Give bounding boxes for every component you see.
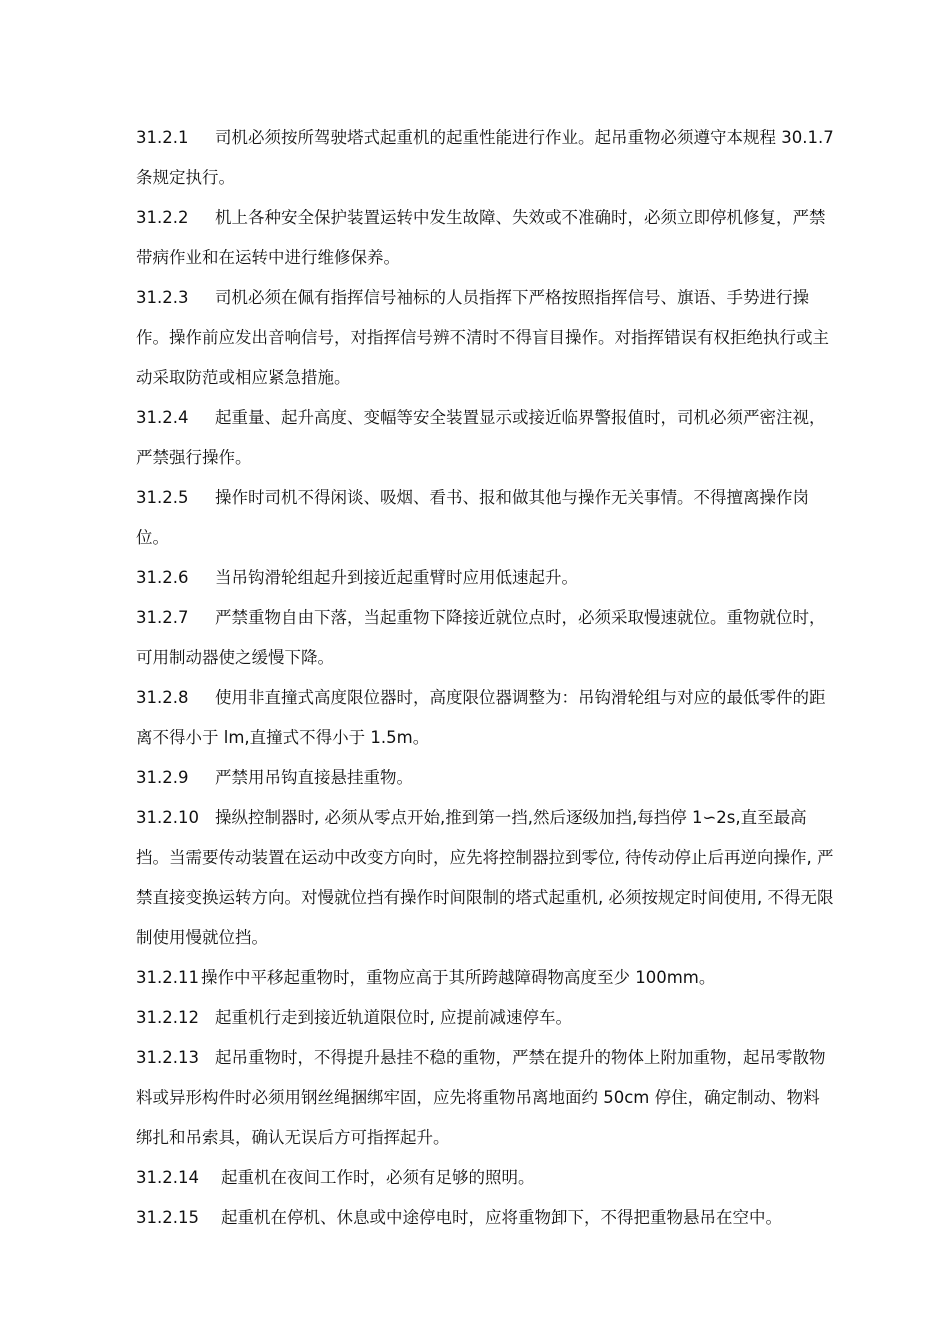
clause-number: 31.2.6	[136, 568, 189, 587]
clause-text: 操纵控制器时, 必须从零点开始,推到第一挡,然后逐级加挡,每挡停 1∽2s,直至最高挡。当需要传动装置在运动中改变方向时，应先将控制器拉到零位, 待传动停止后再逆向操作, 严禁直接变换运转方向。对慢就位挡有操作时间限制的塔式起重机, 必须按规定时间使用, 不得无限制使用慢就位挡。	[136, 808, 834, 947]
clause-31-2-5	[136, 478, 836, 558]
clause-number: 31.2.14	[136, 1168, 199, 1187]
clause-text: 司机必须在佩有指挥信号袖标的人员指挥下严格按照指挥信号、旗语、手势进行操作。操作前应发出音响信号，对指挥信号辨不清时不得盲目操作。对指挥错误有权拒绝执行或主动采取防范或相应紧急措施。	[136, 288, 829, 387]
clause-text: 当吊钩滑轮组起升到接近起重臂时应用低速起升。	[215, 568, 578, 587]
clause-31-2-15	[136, 1198, 836, 1238]
clause-31-2-2	[136, 198, 836, 278]
clause-text: 严禁重物自由下落，当起重物下降接近就位点时，必须采取慢速就位。重物就位时，可用制动器使之缓慢下降。	[136, 608, 826, 667]
clause-text: 起吊重物时，不得提升悬挂不稳的重物，严禁在提升的物体上附加重物，起吊零散物料或异形构件时必须用钢丝绳捆绑牢固，应先将重物吊离地面约 50cm 停住，确定制动、物料绑扎和吊索具，确认无误后方可指挥起升。	[136, 1048, 826, 1147]
clause-31-2-6	[136, 558, 836, 598]
clause-number: 31.2.13	[136, 1048, 199, 1067]
clause-number: 31.2.1	[136, 128, 189, 147]
clause-number: 31.2.5	[136, 488, 189, 507]
clause-31-2-8	[136, 678, 836, 758]
clause-number: 31.2.12	[136, 1008, 199, 1027]
clause-text: 起重机在夜间工作时，必须有足够的照明。	[221, 1168, 535, 1187]
clause-number: 31.2.10	[136, 808, 199, 827]
clause-31-2-11	[136, 958, 836, 998]
clause-text: 严禁用吊钩直接悬挂重物。	[215, 768, 413, 787]
clause-31-2-13	[136, 1038, 836, 1158]
clause-31-2-1	[136, 118, 836, 198]
clause-31-2-9	[136, 758, 836, 798]
clause-number: 31.2.8	[136, 688, 189, 707]
clause-number: 31.2.9	[136, 768, 189, 787]
clause-31-2-3	[136, 278, 836, 398]
clause-number: 31.2.7	[136, 608, 189, 627]
clause-text: 起重机在停机、休息或中途停电时，应将重物卸下，不得把重物悬吊在空中。	[221, 1208, 782, 1227]
clause-text: 使用非直撞式高度限位器时，高度限位器调整为：吊钩滑轮组与对应的最低零件的距离不得小于 lm,直撞式不得小于 1.5m。	[136, 688, 826, 747]
clause-number: 31.2.4	[136, 408, 189, 427]
clause-number: 31.2.11	[136, 968, 199, 987]
clause-text: 操作中平移起重物时，重物应高于其所跨越障碍物高度至少 100mm。	[200, 968, 716, 987]
clause-text: 起重机行走到接近轨道限位时, 应提前减速停车。	[215, 1008, 572, 1027]
clause-number: 31.2.3	[136, 288, 189, 307]
clause-text: 司机必须按所驾驶塔式起重机的起重性能进行作业。起吊重物必须遵守本规程 30.1.7 条规定执行。	[136, 128, 834, 187]
clause-list	[136, 118, 836, 1238]
clause-text: 起重量、起升高度、变幅等安全装置显示或接近临界警报值时，司机必须严密注视，严禁强行操作。	[136, 408, 826, 467]
clause-31-2-7	[136, 598, 836, 678]
clause-number: 31.2.2	[136, 208, 189, 227]
clause-31-2-14	[136, 1158, 836, 1198]
clause-31-2-10	[136, 798, 836, 958]
clause-31-2-12	[136, 998, 836, 1038]
clause-text: 机上各种安全保护装置运转中发生故障、失效或不准确时，必须立即停机修复，严禁带病作业和在运转中进行维修保养。	[136, 208, 826, 267]
clause-number: 31.2.15	[136, 1208, 199, 1227]
clause-31-2-4	[136, 398, 836, 478]
clause-text: 操作时司机不得闲谈、吸烟、看书、报和做其他与操作无关事情。不得擅离操作岗位。	[136, 488, 809, 547]
